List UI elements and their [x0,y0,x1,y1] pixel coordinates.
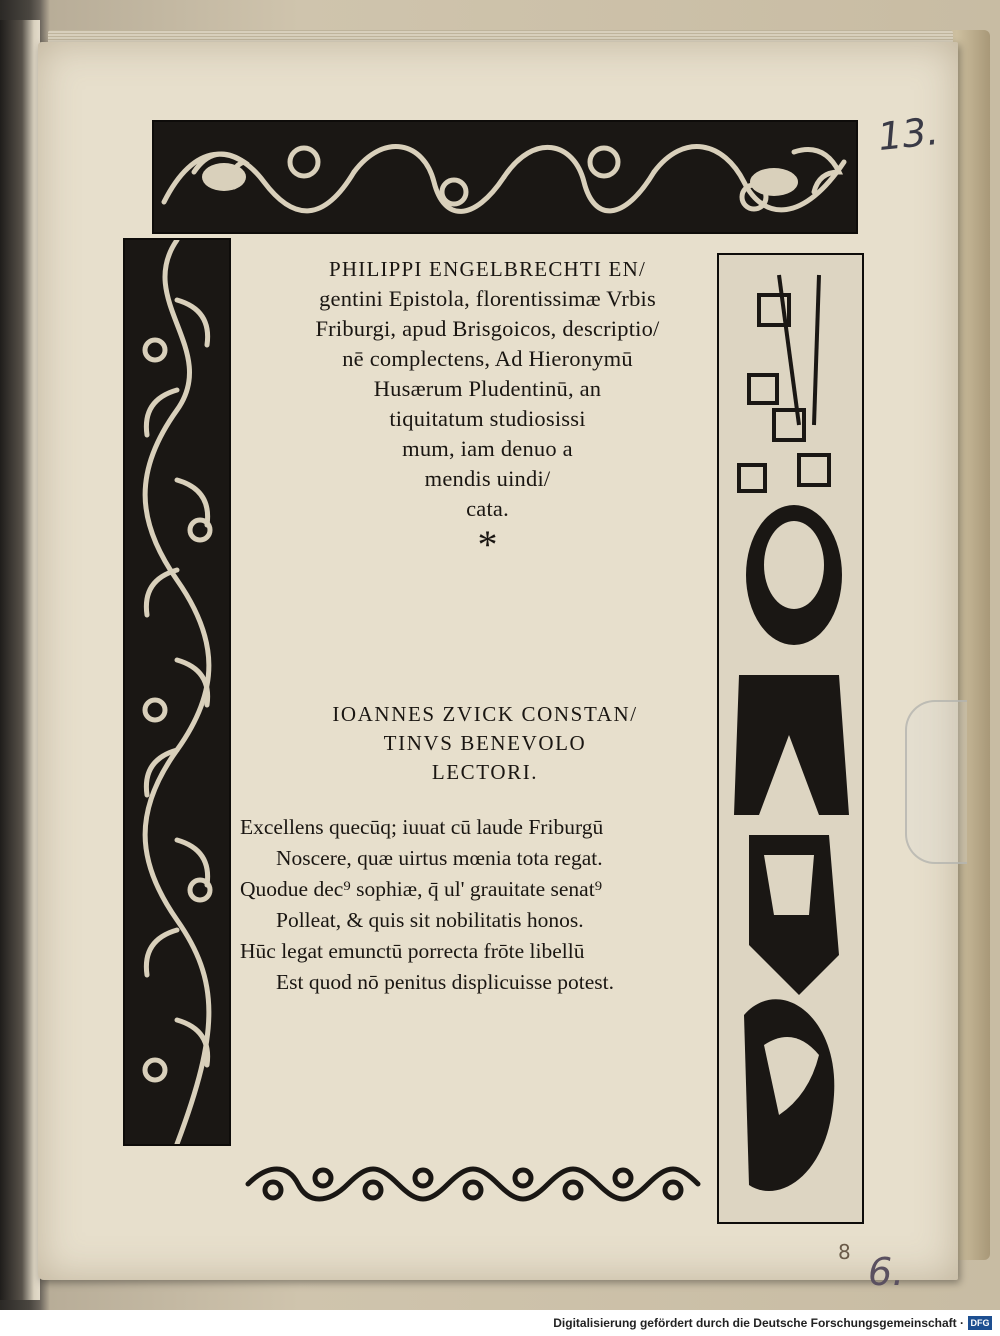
dedication-line: TINVS BENEVOLO [383,731,587,755]
title-line: nē complectens, Ad Hieronymū [342,346,633,371]
folio-number-handwritten: 13. [875,108,941,160]
top-woodcut-border [152,120,858,234]
title-line: gentini Epistola, florentissimæ Vrbis [319,286,656,311]
title-line: tiquitatum studiosissi [389,406,586,431]
title-line: mum, iam denuo a [402,436,573,461]
title-block [260,254,715,567]
poem-line: Noscere, quæ uirtus mœnia tota regat. [276,846,603,870]
poem-line: Polleat, & quis sit nobilitatis honos. [276,908,584,932]
bottom-ornament-band [238,1160,708,1208]
title-line: Husærum Pludentinū, an [373,376,602,401]
title-line: cata. [466,496,509,521]
shelf-mark-large: 6. [868,1250,905,1294]
poem-line: Est quod nō penitus displicuisse potest. [276,970,615,994]
poem-line: Quodue dec⁹ sophiæ, q̄ ul' grauitate senat⁹ [240,877,603,901]
dedication-heading [250,700,720,787]
dedicatory-poem [240,812,720,998]
shelf-mark-small: 8 [838,1240,851,1264]
page-clip [905,700,967,864]
title-line: PHILIPPI ENGELBRECHTI EN/ [329,257,646,281]
dedication-line: IOANNES ZVICK CONSTAN/ [332,702,638,726]
title-line: mendis uindi/ [424,466,551,491]
right-woodcut-border [717,253,864,1224]
book-spine [0,20,40,1300]
title-line: Friburgi, apud Brisgoicos, descriptio/ [315,316,660,341]
dfg-logo[interactable]: DFG [968,1316,992,1330]
poem-line: Excellens quecūq; iuuat cū laude Friburgū [240,815,604,839]
footer-credit: Digitalisierung gefördert durch die Deutsche Forschungsgemeinschaft · [553,1316,964,1330]
poem-line: Hūc legat emunctū porrecta frōte libellū [240,939,585,963]
asterisk-ornament: * [477,522,498,567]
digitization-footer [0,1310,1000,1336]
left-woodcut-border [123,238,231,1146]
dedication-line: LECTORI. [431,760,539,784]
